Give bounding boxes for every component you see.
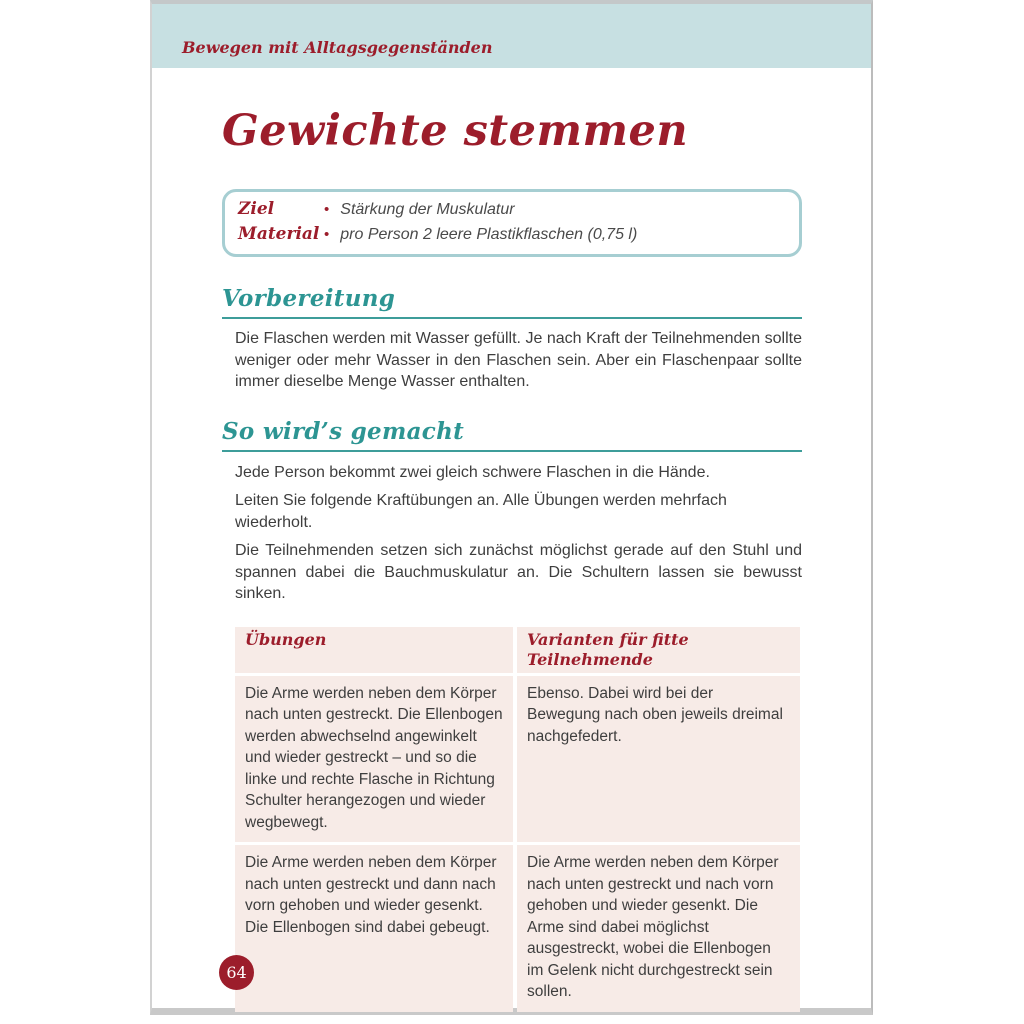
info-row-material: [238, 222, 786, 247]
table-cell-variante-2: Die Arme werden neben dem Körper nach unten gestreckt und nach vorn gehoben und wieder gesenkt. Die Arme sind dabei möglichst ausgestreckt, wobei die Ellenbogen im Gelenk nicht durchgestreckt sein sollen.: [517, 845, 800, 1012]
info-label-material: Material: [238, 224, 320, 244]
table-header-uebungen: Übungen: [235, 627, 513, 673]
info-text-ziel: Stärkung der Muskulatur: [340, 201, 515, 218]
instruction-paragraph: Die Teilnehmenden setzen sich zunächst möglichst gerade auf den Stuhl und spannen dabei die Bauchmuskulatur an. Die Schultern lassen sie bewusst sinken.: [235, 542, 802, 602]
page-number-badge: [219, 955, 254, 990]
goal-material-box: [222, 189, 802, 257]
page-title: Gewichte stemmen: [222, 106, 689, 156]
bullet-icon: •: [324, 226, 330, 243]
bullet-icon: •: [324, 201, 330, 218]
table-row: [235, 676, 800, 843]
table-cell-variante-1: Ebenso. Dabei wird bei der Bewegung nach oben jeweils dreimal nachgefedert.: [517, 676, 800, 843]
table-row: [235, 845, 800, 1012]
info-text-material: pro Person 2 leere Plastikflaschen (0,75 l): [340, 226, 638, 243]
section-heading-vorbereitung: Vorbereitung: [222, 285, 802, 319]
table-cell-uebung-2: Die Arme werden neben dem Körper nach unten gestreckt und dann nach vorn gehoben und wieder gesenkt. Die Ellenbogen sind dabei gebeugt.: [235, 845, 513, 1012]
section-heading-so-wirds-gemacht: So wird’s gemacht: [222, 418, 802, 452]
instruction-paragraph: Jede Person bekommt zwei gleich schwere Flaschen in die Hände.: [235, 463, 710, 481]
instruction-paragraph: Leiten Sie folgende Kraftübungen an. Alle Übungen werden mehrfach wiederholt.: [235, 492, 727, 531]
exercise-table: [235, 627, 800, 1012]
info-row-ziel: [238, 197, 786, 222]
vorbereitung-paragraph: Die Flaschen werden mit Wasser gefüllt. Je nach Kraft der Teilnehmenden sollte weniger oder mehr Wasser in den Flaschen sein. Aber ein Flaschenpaar sollte immer dieselbe Menge Wasser enthalten.: [235, 330, 802, 390]
table-header-varianten: Varianten für fitte Teilnehmende: [517, 627, 800, 673]
page-number: 64: [226, 963, 247, 982]
table-cell-uebung-1: Die Arme werden neben dem Körper nach unten gestreckt. Die Ellenbogen werden abwechselnd angewinkelt und wieder gestreckt – und so die linke und rechte Flasche in Richtung Schulter herangezogen und wieder wegbewegt.: [235, 676, 513, 843]
chapter-header-band: [152, 4, 871, 68]
book-page: [150, 0, 873, 1015]
chapter-header: Bewegen mit Alltagsgegenständen: [182, 38, 493, 57]
table-header-row: [235, 627, 800, 673]
info-label-ziel: Ziel: [238, 199, 275, 219]
page-content: [152, 104, 871, 1012]
